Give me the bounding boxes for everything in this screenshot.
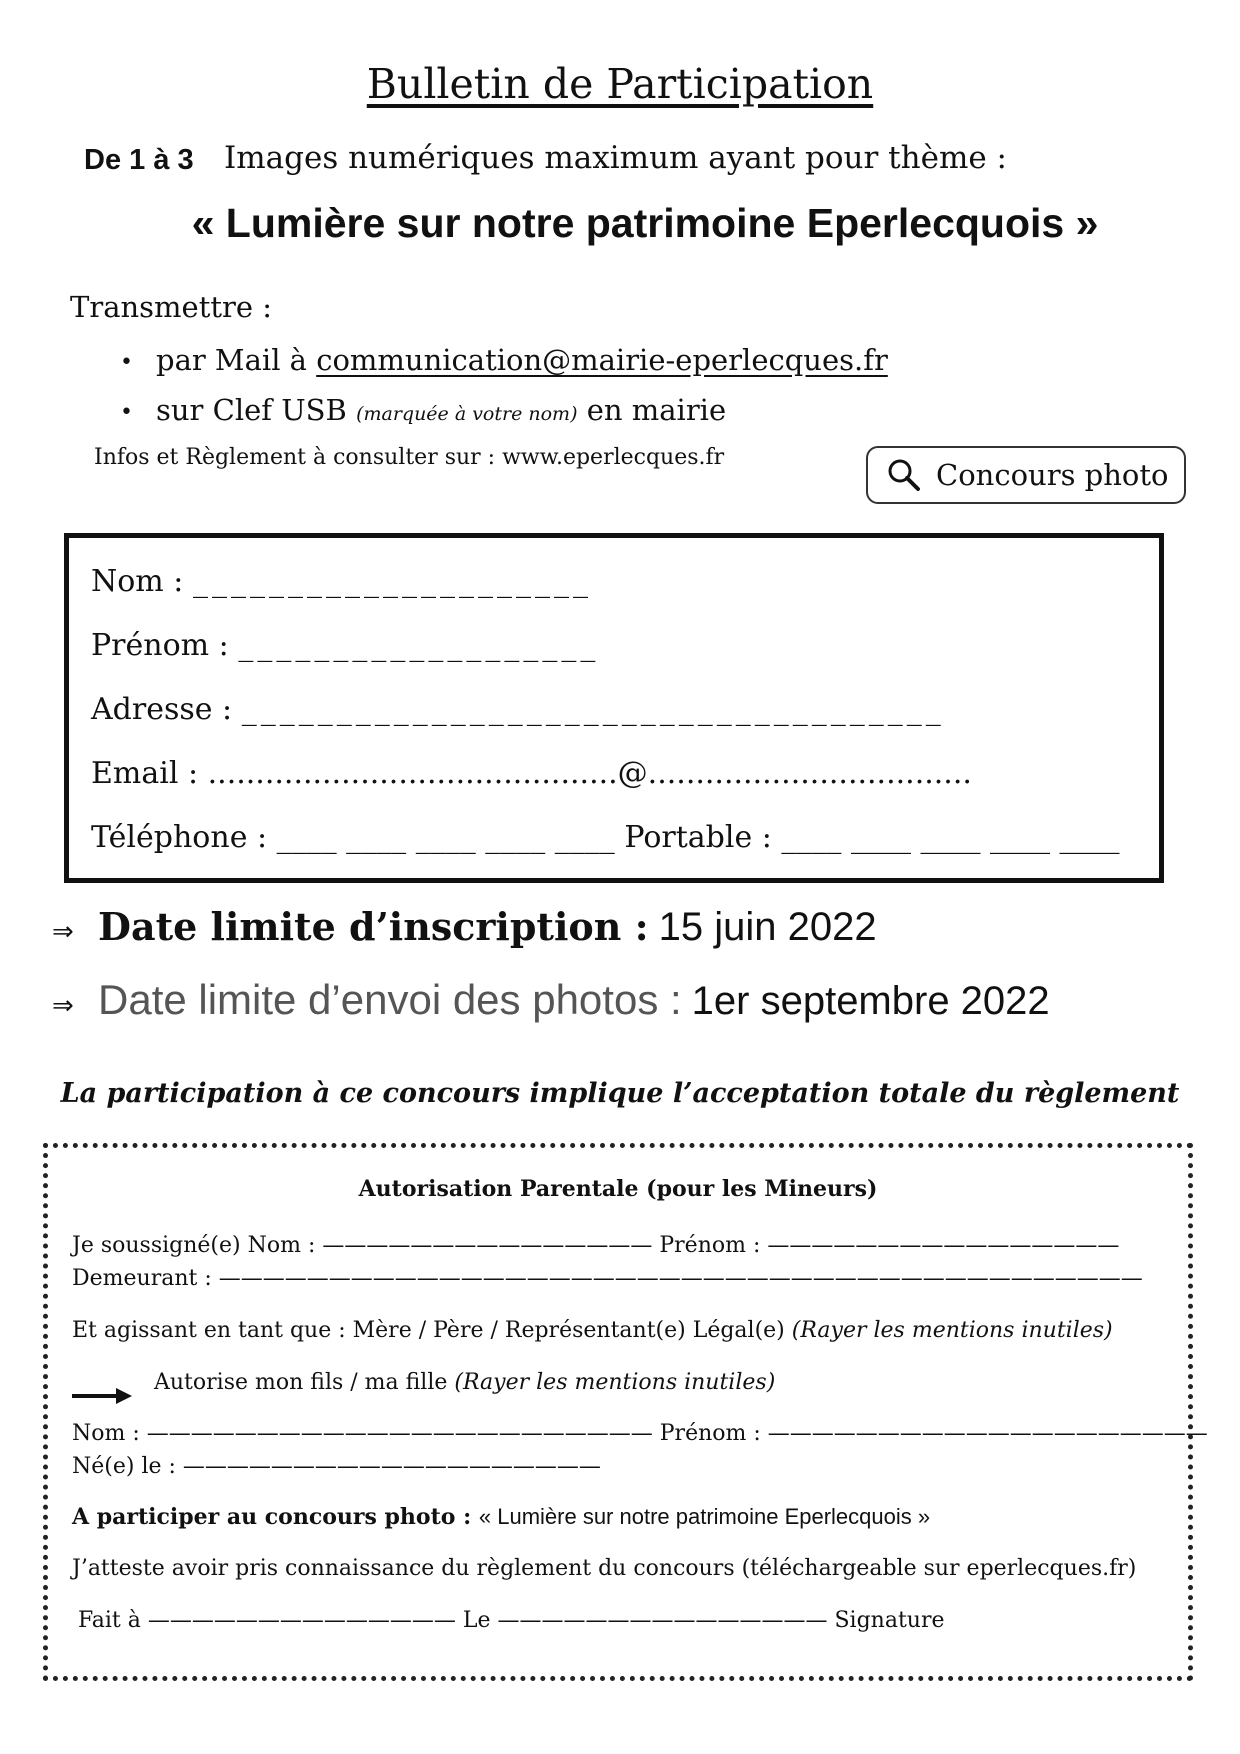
portable-label: Portable :: [624, 820, 772, 855]
adresse-fill: _____________________________________: [241, 692, 945, 727]
minor-ne-line[interactable]: Né(e) le : ———————————————————: [72, 1454, 601, 1479]
fait-signature-line[interactable]: Fait à —————————————— Le ——————————————— Signature: [78, 1608, 945, 1633]
concours-photo-search-button[interactable]: [866, 446, 1186, 504]
agissant-line: [72, 1318, 1113, 1343]
agissant-text: Et agissant en tant que : Mère / Père / Représentant(e) Légal(e): [72, 1318, 792, 1343]
field-adresse[interactable]: [91, 692, 945, 727]
theme-intro: Images numériques maximum ayant pour thème :: [224, 140, 1007, 176]
field-telephone[interactable]: [91, 820, 1120, 855]
telephone-fill: ____ ____ ____ ____ ____: [276, 820, 615, 855]
atteste-line: J’atteste avoir pris connaissance du règlement du concours (téléchargeable sur eperlecques.fr): [72, 1556, 1137, 1581]
parental-title: Autorisation Parentale (pour les Mineurs): [358, 1176, 878, 1202]
deadline-inscription: [52, 904, 877, 950]
double-arrow-icon: ⇒: [52, 991, 74, 1021]
soussigne-line[interactable]: Je soussigné(e) Nom : ——————————————— Prénom : ————————————————: [72, 1233, 1120, 1258]
email-fill: ...........................................@..................................: [207, 756, 972, 791]
arrow-right-icon: [72, 1386, 132, 1406]
agissant-note: (Rayer les mentions inutiles): [791, 1318, 1113, 1343]
field-email[interactable]: [91, 756, 972, 791]
adresse-label: Adresse :: [91, 692, 233, 727]
prenom-fill: ___________________: [238, 628, 600, 663]
deadline-envoi-value: 1er septembre 2022: [691, 979, 1050, 1023]
mail-prefix: par Mail à: [156, 343, 317, 377]
usb-prefix: sur Clef USB: [156, 393, 357, 427]
bullet-icon: •: [120, 399, 133, 425]
usb-bullet: [120, 393, 726, 427]
search-button-label: Concours photo: [936, 458, 1169, 492]
deadline-inscription-value: 15 juin 2022: [658, 905, 877, 949]
theme-title: « Lumière sur notre patrimoine Eperlecquois »: [191, 200, 1099, 246]
page-title: Bulletin de Participation: [366, 60, 874, 108]
double-arrow-icon: ⇒: [52, 917, 74, 947]
bullet-icon: •: [120, 349, 133, 375]
participer-text: A participer au concours photo :: [72, 1504, 479, 1530]
autorise-note: (Rayer les mentions inutiles): [454, 1370, 776, 1395]
nom-fill: _____________________: [192, 564, 592, 599]
transmit-label: Transmettre :: [70, 290, 273, 324]
usb-suffix: en mairie: [577, 393, 727, 427]
usb-note: (marquée à votre nom): [356, 403, 578, 425]
portable-fill: ____ ____ ____ ____ ____: [781, 820, 1120, 855]
autorise-line: [154, 1370, 775, 1395]
deadline-envoi: [52, 976, 1050, 1024]
autorise-text: Autorise mon fils / ma fille: [154, 1370, 455, 1395]
demeurant-line[interactable]: Demeurant : ——————————————————————————————————————————: [72, 1266, 1143, 1291]
minor-nom-line[interactable]: Nom : ——————————————————————— Prénom : ————————————————————: [72, 1421, 1208, 1446]
mail-bullet: [120, 343, 888, 377]
field-nom[interactable]: [91, 564, 592, 599]
magnifier-icon: [886, 457, 922, 493]
parental-authorization: [43, 1143, 1208, 1681]
mail-link[interactable]: communication@mairie-eperlecques.fr: [316, 343, 888, 377]
deadline-inscription-label: Date limite d’inscription :: [98, 904, 649, 949]
deadline-envoi-label: Date limite d’envoi des photos :: [98, 976, 682, 1023]
identity-form: [64, 533, 1164, 883]
participer-line: [72, 1504, 930, 1530]
field-prenom[interactable]: [91, 628, 599, 663]
email-label: Email :: [91, 756, 199, 791]
infos-line: Infos et Règlement à consulter sur : www.eperlecques.fr: [94, 445, 725, 470]
acceptance-notice: La participation à ce concours implique l’acceptation totale du règlement: [60, 1078, 1180, 1109]
image-count: De 1 à 3: [84, 144, 194, 176]
participer-theme: « Lumière sur notre patrimoine Eperlecquois »: [478, 1504, 931, 1529]
prenom-label: Prénom :: [91, 628, 229, 663]
nom-label: Nom :: [91, 564, 184, 599]
telephone-label: Téléphone :: [91, 820, 268, 855]
